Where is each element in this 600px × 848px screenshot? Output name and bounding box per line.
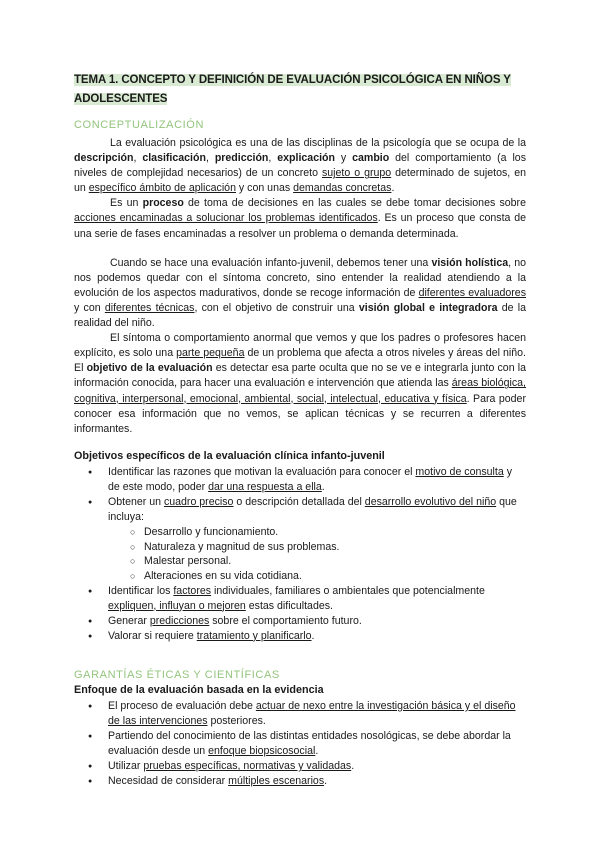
- list-item: ● Partiendo del conocimiento de las distintas entidades nosológicas, se debe abordar la evaluación desde un enfoque biopsicosocial.: [74, 729, 526, 759]
- list-item: ● Generar predicciones sobre el comportamiento futuro.: [74, 614, 526, 629]
- spacer: [74, 242, 526, 256]
- paragraph-holistic: Cuando se hace una evaluación infanto-juvenil, debemos tener una visión holística, no nos podemos quedar con el síntoma concreto, sino entender la realidad atendiendo a la evolución de los aspectos madurativos, donde se recoge información de diferentes evaluadores y con diferentes técnicas, con el objetivo de construir una visión global e integradora de la realidad del niño.: [74, 256, 527, 330]
- list-item: ● Necesidad de considerar múltiples escenarios.: [74, 774, 526, 789]
- paragraph-process: Es un proceso de toma de decisiones en las cuales se debe tomar decisiones sobre acciones encaminadas a solucionar los problemas identificados. Es un proceso que consta de una serie de fases encaminadas a resolver un problema o demanda determinada.: [74, 197, 527, 240]
- list-item: ● Obtener un cuadro preciso o descripción detallada del desarrollo evolutivo del niño que incluya: ○ Desarrollo y funcionamiento. ○ Naturaleza y magnitud de sus problemas. ○ Malestar personal. ○ Alteraciones en su vida cotidiana.: [74, 495, 526, 584]
- sub-list: [74, 525, 526, 583]
- sub-list-item: ○ Malestar personal.: [74, 554, 526, 569]
- evidence-subheading: Enfoque de la evaluación basada en la evidencia: [74, 683, 324, 696]
- objectives-list: [74, 465, 526, 644]
- list-item: ● El proceso de evaluación debe actuar de nexo entre la investigación básica y el diseño de las intervenciones posteriores.: [74, 699, 526, 729]
- section-heading-garantias: GARANTÍAS ÉTICAS Y CIENTÍFICAS: [74, 668, 280, 681]
- document-title: TEMA 1. CONCEPTO Y DEFINICIÓN DE EVALUACIÓN PSICOLÓGICA EN NIÑOS Y ADOLESCENTES: [74, 74, 511, 105]
- sub-list-item: ○ Alteraciones en su vida cotidiana.: [74, 569, 526, 584]
- section-heading-conceptualizacion: CONCEPTUALIZACIÓN: [74, 119, 204, 131]
- list-item: ● Identificar las razones que motivan la evaluación para conocer el motivo de consulta y de este modo, poder dar una respuesta a ella.: [74, 465, 526, 495]
- list-item: ● Valorar si requiere tratamiento y planificarlo.: [74, 629, 526, 644]
- paragraph-symptom: El síntoma o comportamiento anormal que vemos y que los padres o profesores hacen explícito, es solo una parte pequeña de un problema que afecta a otros niveles y áreas del niño. El objetivo de la evaluación es detectar esa parte oculta que no se ve e integrarla junto con la información conocida, para hacer una evaluación e intervención que atienda las áreas biológica, cognitiva, interpersonal, emocional, ambiental, social, intelectual, educativa y física. Para poder conocer esa información que no vemos, se aplican técnicas y se recurren a diferentes informantes.: [74, 332, 526, 435]
- list-item: ● Identificar los factores individuales, familiares o ambientales que potencialmente expliquen, influyan o mejoren estas dificultades.: [74, 584, 526, 614]
- sub-list-item: ○ Desarrollo y funcionamiento.: [74, 525, 526, 540]
- objectives-heading: Objetivos específicos de la evaluación clínica infanto-juvenil: [74, 449, 385, 462]
- paragraph-definition: La evaluación psicológica es una de las disciplinas de la psicología que se ocupa de la descripción, clasificación, predicción, explicación y cambio del comportamiento (a los niveles de complejidad necesarios) de un concreto sujeto o grupo determinado de sujetos, en un específico ámbito de aplicación y con unas demandas concretas.: [74, 137, 526, 195]
- title-block: [74, 70, 524, 108]
- evidence-list: [74, 699, 526, 790]
- sub-list-item: ○ Naturaleza y magnitud de sus problemas.: [74, 540, 526, 555]
- list-item: ● Utilizar pruebas específicas, normativas y validadas.: [74, 759, 526, 774]
